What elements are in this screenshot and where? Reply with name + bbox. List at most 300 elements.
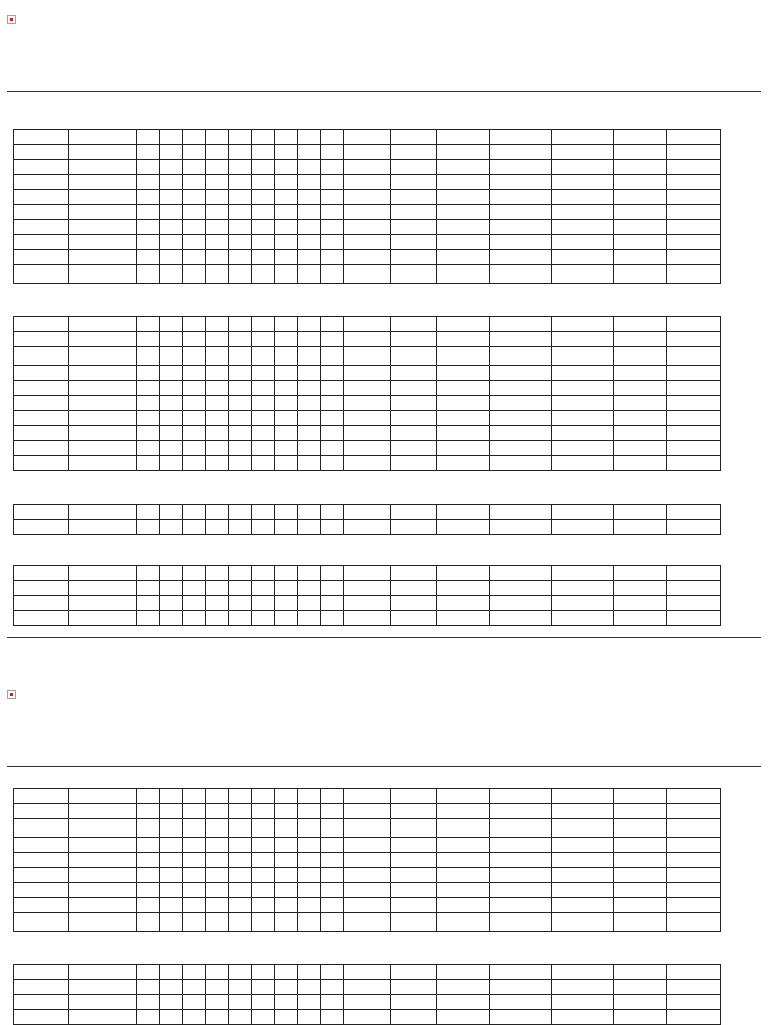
table-cell — [552, 381, 614, 396]
table-cell — [614, 396, 667, 411]
table-cell — [298, 175, 321, 190]
table-cell — [298, 381, 321, 396]
table-cell — [321, 235, 344, 250]
table-cell — [183, 581, 206, 596]
table-cell — [160, 819, 183, 838]
table-cell — [298, 190, 321, 205]
table-cell — [69, 190, 137, 205]
table-cell — [229, 789, 252, 804]
table-cell — [229, 317, 252, 332]
table-cell — [183, 366, 206, 381]
table-cell — [552, 130, 614, 145]
table-3 — [13, 504, 721, 535]
table-cell — [229, 520, 252, 535]
table-cell — [137, 381, 160, 396]
table-cell — [14, 347, 69, 366]
table-cell — [252, 596, 275, 611]
table-cell — [298, 426, 321, 441]
table-row — [14, 381, 721, 396]
table-cell — [252, 130, 275, 145]
table-cell — [321, 965, 344, 980]
table-cell — [252, 411, 275, 426]
table-cell — [206, 965, 229, 980]
table-cell — [14, 366, 69, 381]
table-cell — [667, 1010, 721, 1025]
table-cell — [391, 868, 437, 883]
table-cell — [437, 883, 490, 898]
table-cell — [275, 332, 298, 347]
table-cell — [490, 366, 552, 381]
table-cell — [321, 347, 344, 366]
table-cell — [490, 868, 552, 883]
table-cell — [552, 396, 614, 411]
table-row — [14, 130, 721, 145]
table-cell — [206, 332, 229, 347]
table-cell — [667, 883, 721, 898]
table-cell — [298, 965, 321, 980]
table-cell — [344, 175, 391, 190]
table-cell — [14, 265, 69, 284]
table-cell — [160, 913, 183, 932]
table-cell — [490, 130, 552, 145]
table-cell — [344, 898, 391, 913]
table-cell — [275, 913, 298, 932]
table-cell — [298, 441, 321, 456]
table-cell — [137, 883, 160, 898]
table-cell — [14, 804, 69, 819]
table-cell — [252, 789, 275, 804]
table-cell — [321, 980, 344, 995]
table-cell — [391, 789, 437, 804]
table-cell — [206, 995, 229, 1010]
table-cell — [552, 995, 614, 1010]
table-cell — [229, 995, 252, 1010]
table-cell — [667, 980, 721, 995]
table-cell — [391, 520, 437, 535]
table-cell — [552, 456, 614, 471]
table-cell — [667, 317, 721, 332]
table-cell — [490, 205, 552, 220]
table-cell — [614, 160, 667, 175]
table-cell — [344, 868, 391, 883]
table-row — [14, 175, 721, 190]
table-cell — [229, 853, 252, 868]
table-cell — [137, 441, 160, 456]
table-cell — [321, 381, 344, 396]
table-cell — [69, 205, 137, 220]
table-cell — [391, 396, 437, 411]
table-cell — [614, 596, 667, 611]
table-cell — [275, 381, 298, 396]
table-cell — [229, 456, 252, 471]
table-cell — [206, 235, 229, 250]
table-cell — [252, 804, 275, 819]
table-cell — [552, 581, 614, 596]
table-cell — [183, 175, 206, 190]
table-cell — [160, 566, 183, 581]
table-row — [14, 347, 721, 366]
table-cell — [252, 317, 275, 332]
table-cell — [206, 396, 229, 411]
table-cell — [614, 175, 667, 190]
table-cell — [14, 838, 69, 853]
table-cell — [183, 456, 206, 471]
table-cell — [344, 441, 391, 456]
table-cell — [14, 250, 69, 265]
table-cell — [229, 205, 252, 220]
table-cell — [667, 965, 721, 980]
table-cell — [229, 426, 252, 441]
table-cell — [206, 520, 229, 535]
table-cell — [69, 913, 137, 932]
table-cell — [298, 205, 321, 220]
table-cell — [252, 347, 275, 366]
table-cell — [229, 220, 252, 235]
table-4 — [13, 565, 721, 626]
table-cell — [275, 520, 298, 535]
table-cell — [69, 347, 137, 366]
table-cell — [160, 160, 183, 175]
table-cell — [275, 220, 298, 235]
table-cell — [229, 366, 252, 381]
table-cell — [321, 175, 344, 190]
table-row — [14, 411, 721, 426]
table-cell — [552, 265, 614, 284]
table-cell — [437, 853, 490, 868]
table-cell — [667, 505, 721, 520]
table-row — [14, 1010, 721, 1025]
table-cell — [298, 980, 321, 995]
table-cell — [69, 505, 137, 520]
table-cell — [160, 804, 183, 819]
table-cell — [490, 611, 552, 626]
table-cell — [137, 804, 160, 819]
table-cell — [298, 804, 321, 819]
table-row — [14, 995, 721, 1010]
table-cell — [229, 611, 252, 626]
table-cell — [490, 160, 552, 175]
table-cell — [391, 160, 437, 175]
table-cell — [344, 317, 391, 332]
table-cell — [14, 505, 69, 520]
table-cell — [183, 235, 206, 250]
table-row — [14, 396, 721, 411]
table-cell — [437, 520, 490, 535]
table-cell — [437, 381, 490, 396]
table-cell — [391, 596, 437, 611]
table-cell — [344, 611, 391, 626]
table-cell — [69, 456, 137, 471]
table-cell — [275, 347, 298, 366]
table-cell — [437, 868, 490, 883]
table-cell — [206, 853, 229, 868]
table-cell — [490, 456, 552, 471]
table-cell — [391, 235, 437, 250]
table-cell — [552, 1010, 614, 1025]
table-cell — [298, 347, 321, 366]
table-cell — [437, 913, 490, 932]
table-cell — [183, 190, 206, 205]
broken-image-icon — [7, 15, 16, 24]
table-cell — [437, 965, 490, 980]
table-cell — [14, 965, 69, 980]
table-cell — [183, 441, 206, 456]
table-cell — [14, 381, 69, 396]
table-cell — [252, 381, 275, 396]
table-cell — [69, 1010, 137, 1025]
table-cell — [137, 265, 160, 284]
table-cell — [275, 411, 298, 426]
table-row — [14, 235, 721, 250]
table-cell — [206, 441, 229, 456]
table-cell — [160, 995, 183, 1010]
table-cell — [252, 265, 275, 284]
table-cell — [160, 520, 183, 535]
table-cell — [137, 175, 160, 190]
table-cell — [614, 566, 667, 581]
table-cell — [344, 145, 391, 160]
table-cell — [252, 819, 275, 838]
table-cell — [391, 980, 437, 995]
table-cell — [321, 426, 344, 441]
table-cell — [14, 317, 69, 332]
table-cell — [229, 145, 252, 160]
table-cell — [344, 426, 391, 441]
table-cell — [206, 205, 229, 220]
table-cell — [183, 898, 206, 913]
table-cell — [552, 426, 614, 441]
table-cell — [137, 819, 160, 838]
table-cell — [321, 596, 344, 611]
table-cell — [69, 819, 137, 838]
table-cell — [183, 332, 206, 347]
table-cell — [275, 566, 298, 581]
table-cell — [252, 566, 275, 581]
table-cell — [614, 130, 667, 145]
table-cell — [614, 868, 667, 883]
table-row — [14, 898, 721, 913]
table-cell — [137, 456, 160, 471]
table-cell — [614, 898, 667, 913]
table-cell — [437, 130, 490, 145]
table-cell — [14, 456, 69, 471]
table-cell — [206, 381, 229, 396]
table-cell — [298, 898, 321, 913]
table-cell — [667, 853, 721, 868]
table-cell — [160, 789, 183, 804]
table-cell — [344, 366, 391, 381]
table-cell — [229, 235, 252, 250]
table-cell — [14, 130, 69, 145]
table-cell — [344, 883, 391, 898]
table-cell — [160, 456, 183, 471]
table-cell — [344, 381, 391, 396]
table-cell — [229, 819, 252, 838]
table-cell — [490, 235, 552, 250]
table-cell — [206, 250, 229, 265]
table-cell — [206, 456, 229, 471]
table-row — [14, 883, 721, 898]
table-cell — [206, 611, 229, 626]
table-row — [14, 913, 721, 932]
table-cell — [160, 190, 183, 205]
table-cell — [321, 456, 344, 471]
table-cell — [229, 868, 252, 883]
table-cell — [252, 145, 275, 160]
table-cell — [229, 804, 252, 819]
table-cell — [275, 965, 298, 980]
table-cell — [14, 426, 69, 441]
table-cell — [298, 130, 321, 145]
table-cell — [344, 819, 391, 838]
table-cell — [614, 366, 667, 381]
table-cell — [183, 411, 206, 426]
table-cell — [229, 596, 252, 611]
table-cell — [552, 505, 614, 520]
table-cell — [298, 396, 321, 411]
table-cell — [14, 898, 69, 913]
table-cell — [614, 332, 667, 347]
table-cell — [437, 838, 490, 853]
table-cell — [552, 145, 614, 160]
table-cell — [160, 396, 183, 411]
table-cell — [667, 566, 721, 581]
table-cell — [206, 265, 229, 284]
table-cell — [14, 411, 69, 426]
table-cell — [490, 441, 552, 456]
table-cell — [391, 250, 437, 265]
table-cell — [667, 581, 721, 596]
table-cell — [183, 965, 206, 980]
table-cell — [344, 396, 391, 411]
table-row — [14, 366, 721, 381]
table-cell — [614, 838, 667, 853]
table-cell — [437, 250, 490, 265]
table-cell — [275, 175, 298, 190]
table-cell — [614, 250, 667, 265]
table-cell — [229, 965, 252, 980]
table-cell — [344, 838, 391, 853]
table-cell — [160, 868, 183, 883]
table-cell — [437, 980, 490, 995]
table-cell — [344, 913, 391, 932]
table-cell — [490, 250, 552, 265]
table-cell — [206, 145, 229, 160]
table-cell — [275, 804, 298, 819]
table-cell — [298, 819, 321, 838]
table-row — [14, 566, 721, 581]
table-cell — [137, 965, 160, 980]
table-cell — [490, 566, 552, 581]
table-cell — [437, 145, 490, 160]
table-cell — [160, 426, 183, 441]
table-cell — [344, 505, 391, 520]
table-cell — [229, 1010, 252, 1025]
table-cell — [206, 883, 229, 898]
table-cell — [69, 611, 137, 626]
table-cell — [614, 853, 667, 868]
table-cell — [552, 819, 614, 838]
table-cell — [667, 804, 721, 819]
horizontal-rule — [7, 91, 761, 92]
horizontal-rule — [7, 637, 761, 638]
table-cell — [552, 317, 614, 332]
table-cell — [667, 130, 721, 145]
table-cell — [667, 913, 721, 932]
table-cell — [275, 853, 298, 868]
table-cell — [160, 411, 183, 426]
table-row — [14, 838, 721, 853]
table-row — [14, 965, 721, 980]
table-cell — [14, 441, 69, 456]
table-cell — [552, 175, 614, 190]
table-cell — [614, 520, 667, 535]
table-cell — [614, 819, 667, 838]
table-cell — [344, 566, 391, 581]
table-cell — [183, 396, 206, 411]
table-cell — [298, 520, 321, 535]
table-cell — [206, 819, 229, 838]
table-cell — [490, 190, 552, 205]
table-cell — [490, 965, 552, 980]
table-row — [14, 317, 721, 332]
table-cell — [137, 868, 160, 883]
table-cell — [552, 441, 614, 456]
table-cell — [437, 317, 490, 332]
table-cell — [160, 980, 183, 995]
table-cell — [275, 441, 298, 456]
table-cell — [614, 145, 667, 160]
table-cell — [391, 145, 437, 160]
table-cell — [437, 396, 490, 411]
table-cell — [69, 995, 137, 1010]
table-cell — [252, 868, 275, 883]
table-cell — [69, 220, 137, 235]
table-cell — [298, 853, 321, 868]
table-cell — [160, 381, 183, 396]
table-cell — [229, 347, 252, 366]
table-cell — [160, 235, 183, 250]
table-row — [14, 853, 721, 868]
table-cell — [137, 611, 160, 626]
table-cell — [437, 1010, 490, 1025]
table-cell — [252, 220, 275, 235]
table-cell — [298, 913, 321, 932]
table-cell — [667, 190, 721, 205]
table-cell — [206, 789, 229, 804]
table-cell — [667, 596, 721, 611]
table-cell — [667, 396, 721, 411]
table-cell — [321, 868, 344, 883]
table-cell — [137, 853, 160, 868]
table-cell — [69, 441, 137, 456]
table-cell — [344, 995, 391, 1010]
table-cell — [137, 235, 160, 250]
table-cell — [160, 220, 183, 235]
table-cell — [321, 913, 344, 932]
table-cell — [206, 190, 229, 205]
table-row — [14, 145, 721, 160]
table-cell — [614, 317, 667, 332]
table-cell — [321, 789, 344, 804]
table-2 — [13, 316, 721, 471]
table-cell — [344, 804, 391, 819]
table-cell — [14, 332, 69, 347]
table-cell — [206, 347, 229, 366]
table-cell — [321, 250, 344, 265]
table-cell — [490, 596, 552, 611]
table-cell — [391, 426, 437, 441]
